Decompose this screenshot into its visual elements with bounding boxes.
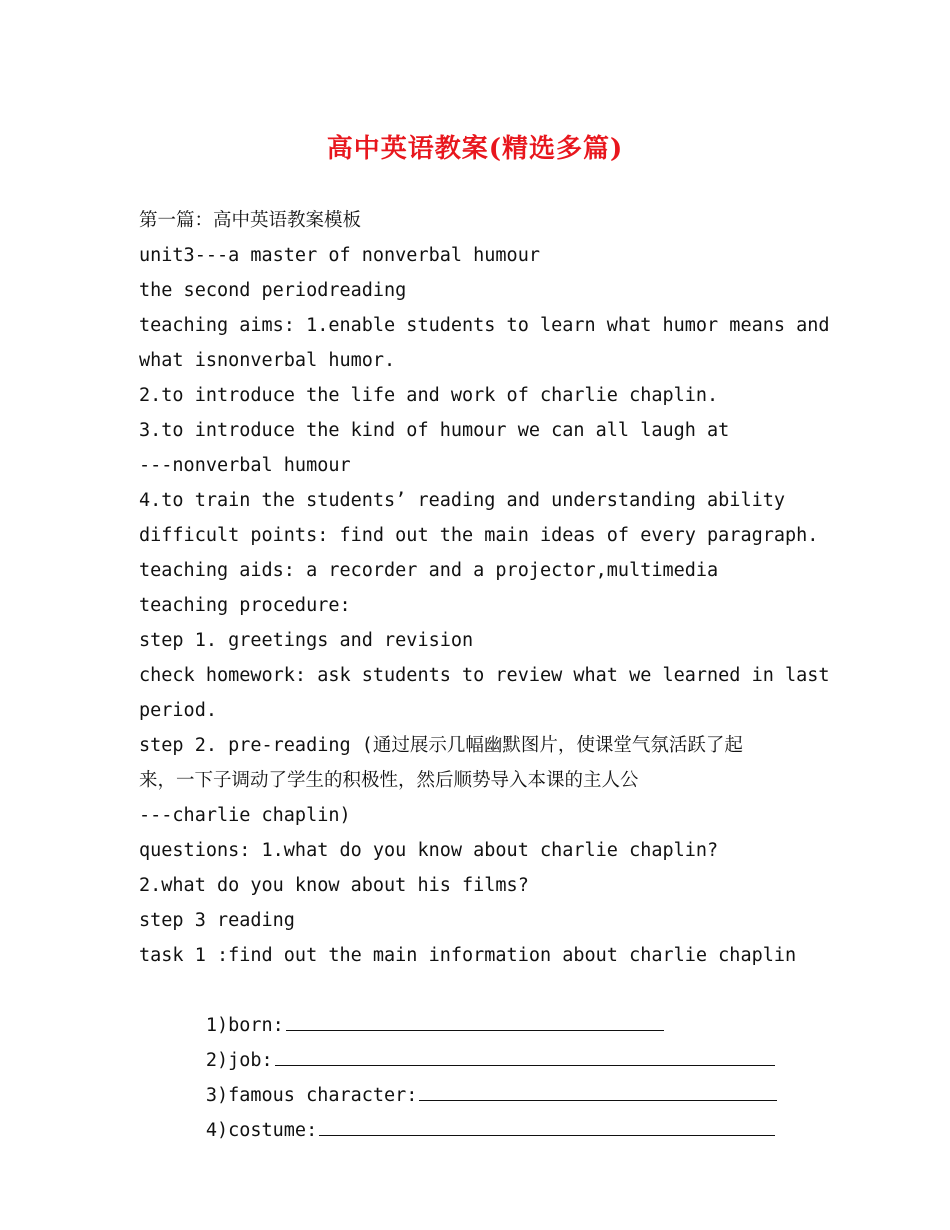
document-body (139, 203, 830, 1141)
answer-blank (419, 1099, 777, 1101)
fill-in-label: 1)born: (205, 1015, 284, 1036)
step-line: step 1. greetings and revision (139, 630, 474, 651)
task-line: task 1 :find out the main information about charlie chaplin (139, 945, 797, 966)
section-heading: 第一篇：高中英语教案模板 (139, 210, 362, 231)
teaching-aims-line: what isnonverbal humor. (139, 350, 396, 371)
teaching-aims-line: ---nonverbal humour (139, 455, 351, 476)
teaching-aims-line: 4.to train the students’ reading and understanding ability (139, 490, 786, 511)
fill-in-label: 2)job: (205, 1050, 273, 1071)
period-title: the second periodreading (139, 280, 407, 301)
step-line: ---charlie chaplin) (139, 805, 351, 826)
homework-line: check homework: ask students to review what we learned in last (139, 665, 830, 686)
teaching-aims-line: 2.to introduce the life and work of charlie chaplin. (139, 385, 719, 406)
teaching-aids-line: teaching aids: a recorder and a projector,multimedia (139, 560, 719, 581)
fill-in-born (139, 973, 829, 1036)
answer-blank (319, 1134, 775, 1136)
procedure-heading: teaching procedure: (139, 595, 351, 616)
fill-in-label: 4)costume: (205, 1120, 318, 1141)
answer-blank (286, 1029, 664, 1031)
difficult-points-line: difficult points: find out the main ideas of every paragraph. (139, 525, 819, 546)
teaching-aims-line: 3.to introduce the kind of humour we can all laugh at (139, 420, 730, 441)
document-title: 高中英语教案(精选多篇) (326, 134, 624, 164)
step-line: step 2. pre-reading (通过展示几幅幽默图片，使课堂气氛活跃了起 (139, 735, 743, 756)
unit-title: unit3---a master of nonverbal humour (139, 245, 540, 266)
answer-blank (275, 1064, 775, 1066)
step-line: step 3 reading (139, 910, 295, 931)
homework-line: period. (139, 700, 217, 721)
teaching-aims-line: teaching aims: 1.enable students to learn what humor means and (139, 315, 830, 336)
question-line: questions: 1.what do you know about charlie chaplin? (139, 840, 719, 861)
question-line: 2.what do you know about his films? (139, 875, 529, 896)
step-line: 来，一下子调动了学生的积极性，然后顺势导入本课的主人公 (139, 770, 639, 791)
fill-in-label: 3)famous character: (205, 1085, 418, 1106)
